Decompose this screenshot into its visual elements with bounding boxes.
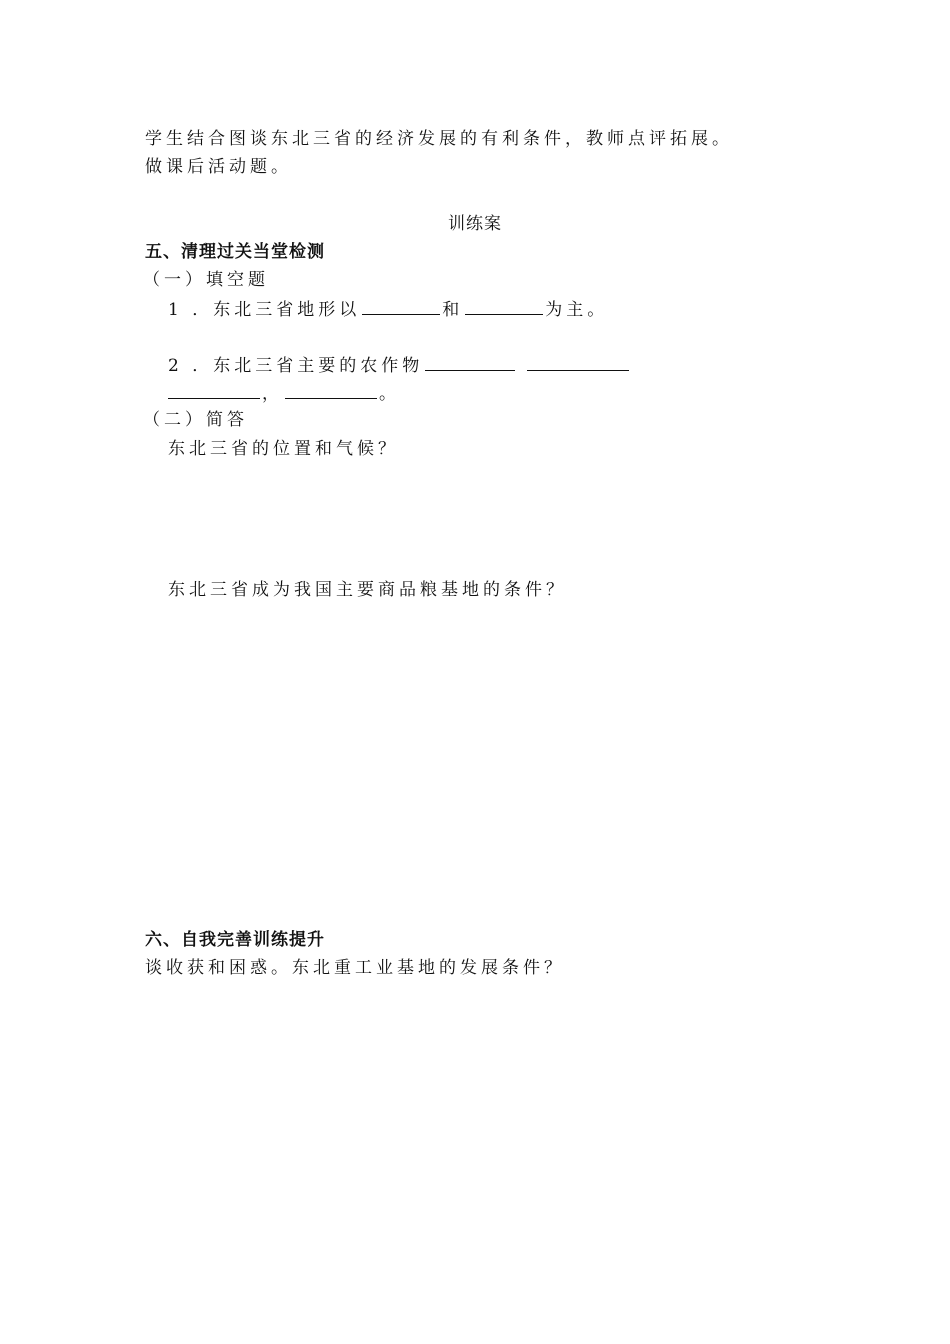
- answer-blank[interactable]: [425, 354, 515, 371]
- question-2-line-2: [166, 382, 400, 405]
- section-5-heading: 五、清理过关当堂检测: [145, 242, 325, 262]
- short-answer-heading: （二）简答: [143, 410, 248, 430]
- fill-blank-heading: （一）填空题: [143, 270, 269, 290]
- section-6-prompt: 谈收获和困惑。东北重工业基地的发展条件？: [145, 958, 565, 978]
- intro-line-1: 学生结合图谈东北三省的经济发展的有利条件，教师点评拓展。: [145, 129, 733, 149]
- question-1: [168, 298, 608, 321]
- short-answer-question-2: 东北三省成为我国主要商品粮基地的条件？: [168, 580, 567, 600]
- question-2-line-1: [168, 354, 631, 377]
- question-1-suffix: 为主。: [545, 300, 609, 320]
- answer-blank[interactable]: [285, 382, 377, 399]
- question-2-comma: ，: [262, 384, 283, 404]
- question-2-end: 。: [379, 384, 400, 404]
- training-title: 训练案: [448, 214, 502, 234]
- answer-blank[interactable]: [465, 298, 543, 315]
- question-1-middle: 和: [442, 300, 464, 320]
- answer-blank[interactable]: [362, 298, 440, 315]
- answer-blank[interactable]: [527, 354, 629, 371]
- question-1-prefix: 1 ．东北三省地形以: [168, 300, 361, 320]
- short-answer-question-1: 东北三省的位置和气候？: [168, 439, 399, 459]
- intro-line-2: 做课后活动题。: [145, 157, 292, 177]
- answer-blank[interactable]: [168, 382, 260, 399]
- section-6-heading: 六、自我完善训练提升: [145, 930, 325, 950]
- question-2-prefix: 2 ．东北三省主要的农作物: [168, 356, 424, 376]
